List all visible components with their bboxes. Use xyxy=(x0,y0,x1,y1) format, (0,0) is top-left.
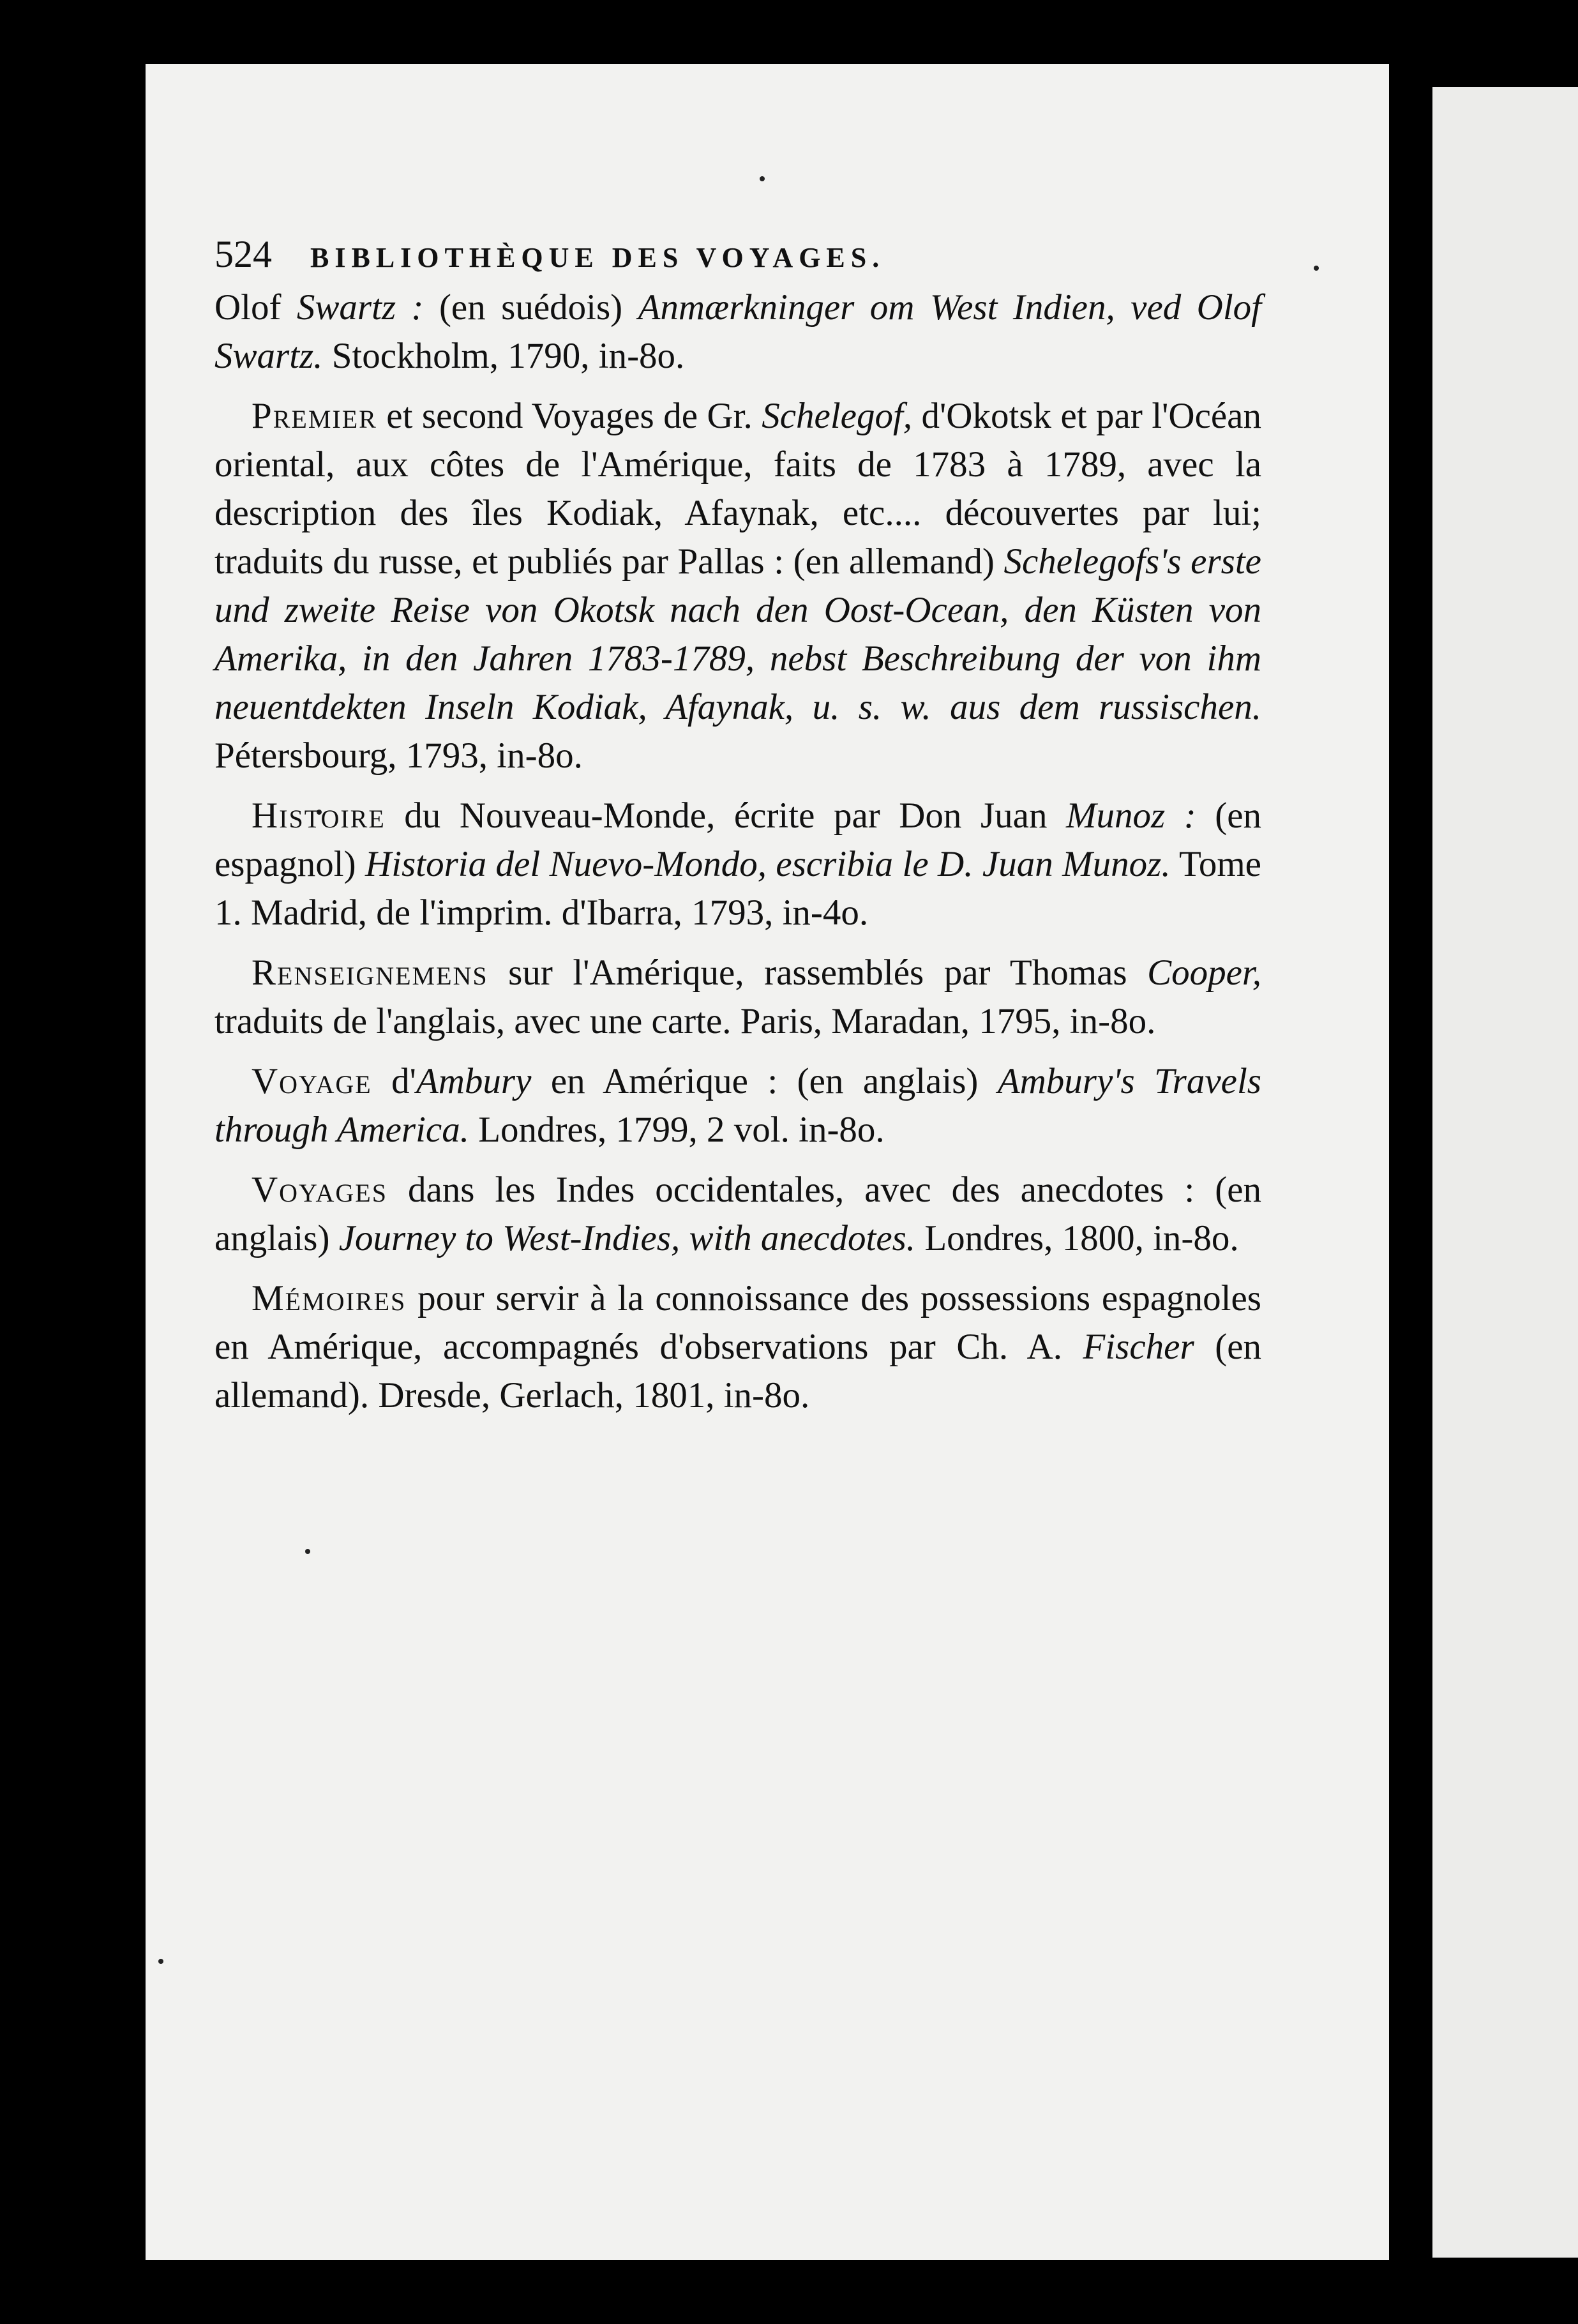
gutter-shadow xyxy=(1404,0,1432,2324)
entry-text: Olof xyxy=(214,287,297,328)
bibliography-entry xyxy=(214,392,1261,780)
entry-text: du Nouveau-Monde, écrite par Don Juan xyxy=(385,796,1066,836)
entry-lead-word: Premier xyxy=(252,396,377,436)
page-text xyxy=(214,230,1261,1431)
bibliography-entry xyxy=(214,1274,1261,1420)
entry-title-italic: Munoz : xyxy=(1066,796,1196,836)
entry-text: d' xyxy=(372,1061,416,1101)
entry-title-italic: Journey to West-Indies, with anecdotes. xyxy=(338,1218,916,1258)
entry-title-italic: Fischer xyxy=(1083,1327,1194,1367)
entry-text: Londres, 1799, 2 vol. in-8o. xyxy=(469,1110,885,1150)
entry-text: Pétersbourg, 1793, in-8o. xyxy=(214,736,583,776)
entry-lead-word: Mémoires xyxy=(252,1278,407,1318)
entry-text: traduits de l'anglais, avec une carte. Paris, Maradan, 1795, in-8o. xyxy=(214,1001,1156,1041)
entry-title-italic: Ambury xyxy=(416,1061,532,1101)
entry-text: (en allemand). Dresde, Gerlach, 1801, in-8o. xyxy=(214,1327,1262,1415)
running-title: BIBLIOTHÈQUE DES VOYAGES. xyxy=(310,242,885,273)
entry-text: Tome 1. Madrid, de l'imprim. d'Ibarra, 1793, in-4o. xyxy=(214,844,1261,933)
entry-title-italic: Historia del Nuevo-Mondo, escribia le D. Juan Munoz. xyxy=(365,844,1171,884)
entry-title-italic: Anmærkninger om West Indien, ved Olof Swartz. xyxy=(214,287,1261,376)
entry-title-italic: Cooper, xyxy=(1147,953,1261,993)
facing-page-edge xyxy=(1432,87,1578,2258)
ink-speck xyxy=(1314,266,1319,271)
bibliography-entry xyxy=(214,1057,1261,1154)
entry-text: d'Okotsk et par l'Océan oriental, aux côtes de l'Amérique, faits de 1783 à 1789, avec la description des îles Kodiak, Afaynak, etc.... découvertes par lui; traduits du russe, et publiés par Pallas : (en allemand) xyxy=(214,396,1261,582)
entry-text: dans les Indes occidentales, avec des anecdotes : (en anglais) xyxy=(214,1170,1261,1258)
entry-text: en Amérique : (en anglais) xyxy=(531,1061,998,1101)
entry-text: sur l'Amérique, rassemblés par Thomas xyxy=(488,953,1148,993)
entry-text: pour servir à la connoissance des possessions espagnoles en Amérique, accompagnés d'observations par Ch. A. xyxy=(214,1278,1261,1367)
entry-lead-word: Voyage xyxy=(252,1061,372,1101)
ink-speck xyxy=(760,176,765,181)
ink-speck xyxy=(305,1549,310,1554)
bibliography-entry xyxy=(214,949,1261,1046)
ink-speck xyxy=(158,1959,163,1964)
entry-text: Londres, 1800, in-8o. xyxy=(915,1218,1239,1258)
running-head xyxy=(214,230,1261,282)
bibliography-entry xyxy=(214,283,1261,381)
page-number: 524 xyxy=(214,233,272,275)
bibliography-entry xyxy=(214,1166,1261,1263)
entry-text: (en suédois) xyxy=(423,287,638,328)
entry-text: et second Voyages de Gr. xyxy=(377,396,762,436)
entry-title-italic: Swartz : xyxy=(296,287,424,328)
entry-lead-word: Renseignemens xyxy=(252,953,488,993)
entry-text: (en espagnol) xyxy=(214,796,1262,884)
entry-lead-word: Voyages xyxy=(252,1170,387,1210)
entry-title-italic: Ambury's Travels through America. xyxy=(214,1061,1261,1150)
bibliography-entry xyxy=(214,792,1261,937)
entry-title-italic: Schelegofs's erste und zweite Reise von Okotsk nach den Oost-Ocean, den Küsten von Amerika, in den Jahren 1783-1789, nebst Beschreibung der von ihm neuentdekten Inseln Kodiak, Afaynak, u. s. w. aus dem russischen. xyxy=(214,541,1261,727)
entry-title-italic: Schelegof, xyxy=(762,396,913,436)
entry-text: Stockholm, 1790, in-8o. xyxy=(322,336,685,376)
bibliography-entries xyxy=(214,283,1261,1420)
entry-lead-word: Histoire xyxy=(252,796,386,836)
